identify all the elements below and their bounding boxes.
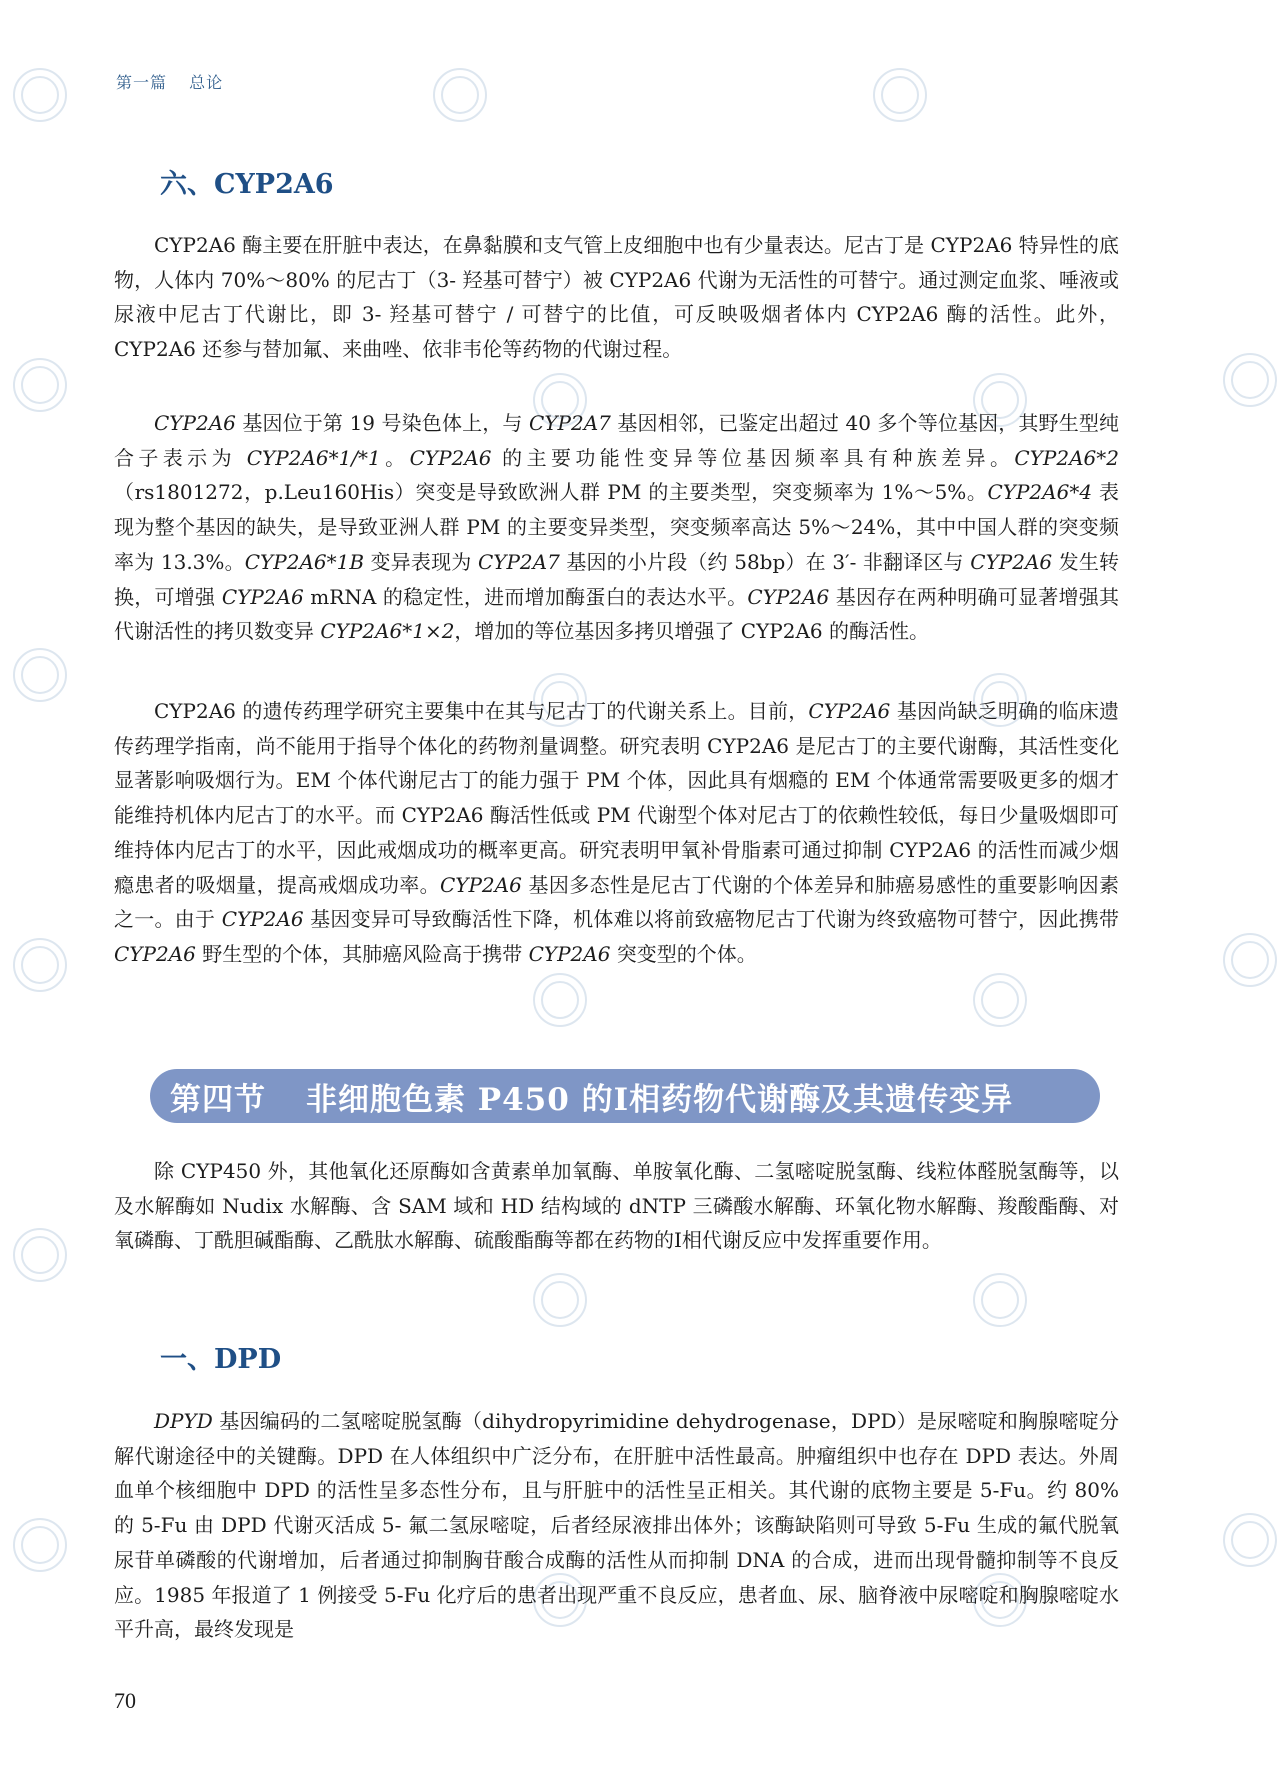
running-head <box>116 70 223 93</box>
section-heading-dpd: 一、DPD <box>160 1344 282 1375</box>
paragraph-cyp2a6-expression: CYP2A6 酶主要在肝脏中表达，在鼻黏膜和支气管上皮细胞中也有少量表达。尼古丁是 CYP2A6 特异性的底物，人体内 70%～80% 的尼古丁（3- 羟基可替宁）被 CYP2A6 代谢为无活性的可替宁。通过测定血浆、唾液或尿液中尼古丁代谢比，即 3- 羟基可替宁 / 可替宁的比值，可反映吸烟者体内 CYP2A6 酶的活性。此外，CYP2A6 还参与替加氟、来曲唑、依非韦伦等药物的代谢过程。 <box>114 233 1119 362</box>
section-heading-cyp2a6: 六、CYP2A6 <box>160 169 334 200</box>
section-banner <box>150 1069 1100 1123</box>
running-head-chapter: 总论 <box>189 73 224 92</box>
paragraph-cyp2a6-gene: CYP2A6 基因位于第 19 号染色体上，与 CYP2A7 基因相邻，已鉴定出超过 40 多个等位基因，其野生型纯合子表示为 CYP2A6*1/*1。CYP2A6 的主要功能性变异等位基因频率具有种族差异。CYP2A6*2（rs1801272，p.Leu160His）突变是导致欧洲人群 PM 的主要类型，突变频率为 1%～5%。CYP2A6*4 表现为整个基因的缺失，是导致亚洲人群 PM 的主要变异类型，突变频率高达 5%～24%，其中中国人群的突变频率为 13.3%。CYP2A6*1B 变异表现为 CYP2A7 基因的小片段（约 58bp）在 3′- 非翻译区与 CYP2A6 发生转换，可增强 CYP2A6 mRNA 的稳定性，进而增加酶蛋白的表达水平。CYP2A6 基因存在两种明确可显著增强其代谢活性的拷贝数变异 CYP2A6*1×2，增加的等位基因多拷贝增强了 CYP2A6 的酶活性。 <box>114 411 1120 644</box>
running-head-part: 第一篇 <box>116 73 168 92</box>
section-number: 第四节 <box>170 1081 266 1118</box>
paragraph-dpd: DPYD 基因编码的二氢嘧啶脱氢酶（dihydropyrimidine dehydrogenase，DPD）是尿嘧啶和胸腺嘧啶分解代谢途径中的关键酶。DPD 在人体组织中广泛分布，在肝脏中活性最高。肿瘤组织中也存在 DPD 表达。外周血单个核细胞中 DPD 的活性呈多态性分布，且与肝脏中的活性呈正相关。其代谢的底物主要是 5-Fu。约 80% 的 5-Fu 由 DPD 代谢灭活成 5- 氟二氢尿嘧啶，后者经尿液排出体外；该酶缺陷则可导致 5-Fu 生成的氟代脱氧尿苷单磷酸的代谢增加，后者通过抑制胸苷酸合成酶的活性从而抑制 DNA 的合成，进而出现骨髓抑制等不良反应。1985 年报道了 1 例接受 5-Fu 化疗后的患者出现严重不良反应，患者血、尿、脑脊液中尿嘧啶和胸腺嘧啶水平升高，最终发现是 <box>114 1409 1119 1642</box>
page-number: 70 <box>114 1688 136 1713</box>
paragraph-section4-intro: 除 CYP450 外，其他氧化还原酶如含黄素单加氧酶、单胺氧化酶、二氢嘧啶脱氢酶、线粒体醛脱氢酶等，以及水解酶如 Nudix 水解酶、含 SAM 域和 HD 结构域的 dNTP 三磷酸水解酶、环氧化物水解酶、羧酸酯酶、对氧磷酶、丁酰胆碱酯酶、乙酰肽水解酶、硫酸酯酶等都在药物的Ⅰ相代谢反应中发挥重要作用。 <box>114 1159 1119 1253</box>
paragraph-cyp2a6-pharmacogenetics: CYP2A6 的遗传药理学研究主要集中在其与尼古丁的代谢关系上。目前，CYP2A6 基因尚缺乏明确的临床遗传药理学指南，尚不能用于指导个体化的药物剂量调整。研究表明 CYP2A6 是尼古丁的主要代谢酶，其活性变化显著影响吸烟行为。EM 个体代谢尼古丁的能力强于 PM 个体，因此具有烟瘾的 EM 个体通常需要吸更多的烟才能维持机体内尼古丁的水平。而 CYP2A6 酶活性低或 PM 代谢型个体对尼古丁的依赖性较低，每日少量吸烟即可维持体内尼古丁的水平，因此戒烟成功的概率更高。研究表明甲氧补骨脂素可通过抑制 CYP2A6 的活性而减少烟瘾患者的吸烟量，提高戒烟成功率。CYP2A6 基因多态性是尼古丁代谢的个体差异和肺癌易感性的重要影响因素之一。由于 CYP2A6 基因变异可导致酶活性下降，机体难以将前致癌物尼古丁代谢为终致癌物可替宁，因此携带 CYP2A6 野生型的个体，其肺癌风险高于携带 CYP2A6 突变型的个体。 <box>114 699 1119 966</box>
section-title: 非细胞色素 P450 的Ⅰ相药物代谢酶及其遗传变异 <box>306 1081 1014 1118</box>
